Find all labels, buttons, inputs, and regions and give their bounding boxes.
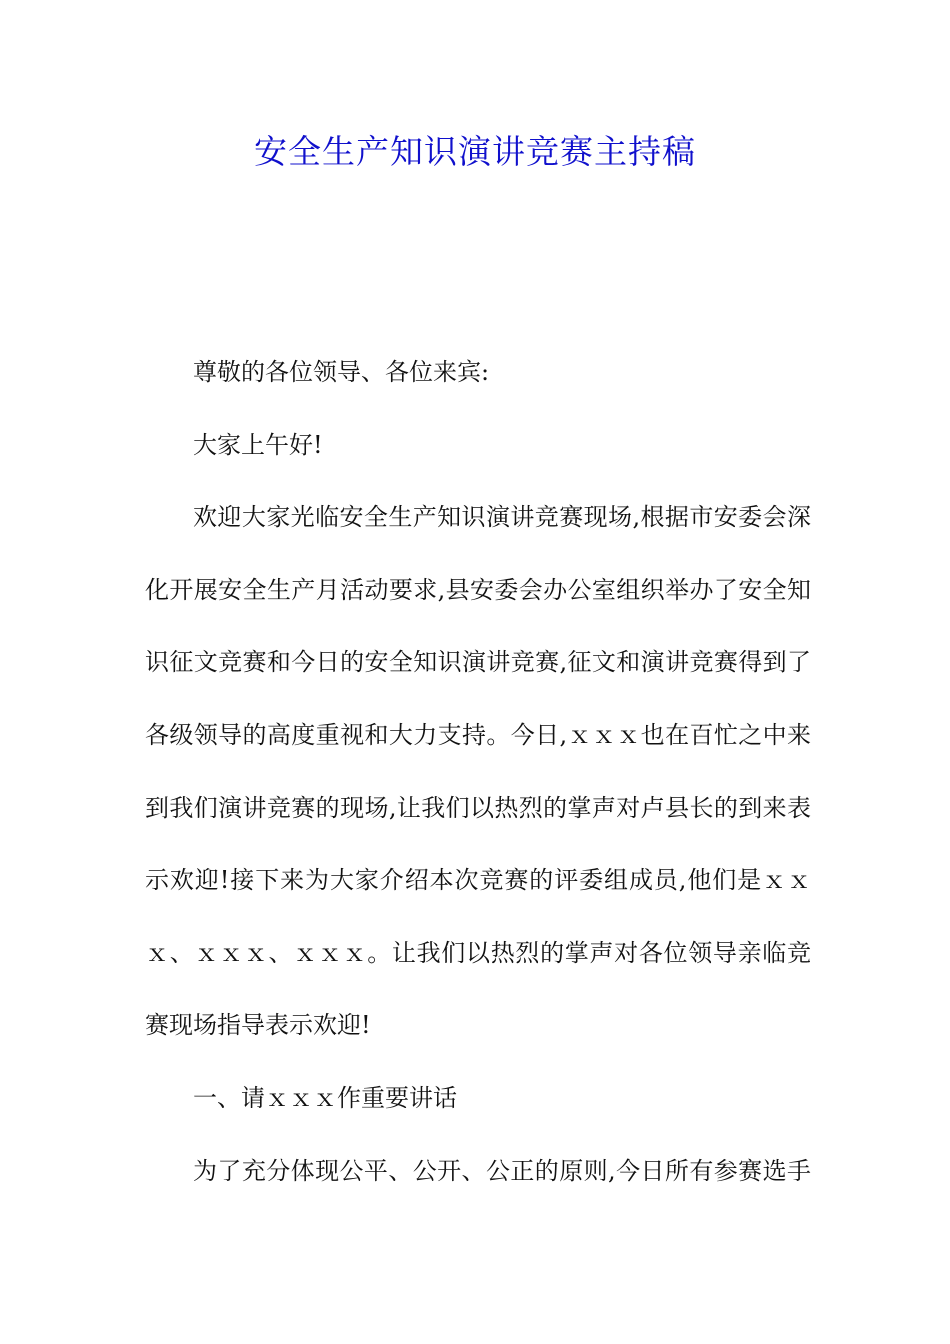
greeting-paragraph: 大家上午好! [193,430,323,459]
document-title: 安全生产知识演讲竞赛主持稿 [254,132,696,171]
section-heading-paragraph: 一、请ｘｘｘ作重要讲话 [193,1083,457,1112]
document-body [145,336,811,1207]
welcome-paragraph: 欢迎大家光临安全生产知识演讲竞赛现场,根据市安委会深化开展安全生产月活动要求,县安委会办公室组织举办了安全知识征文竞赛和今日的安全知识演讲竞赛,征文和演讲竞赛得到了各级领导的高度重视和大力支持。今日,ｘｘｘ也在百忙之中来到我们演讲竞赛的现场,让我们以热烈的掌声对卢县长的到来表示欢迎!接下来为大家介绍本次竞赛的评委组成员,他们是ｘｘｘ、ｘｘｘ、ｘｘｘ。让我们以热烈的掌声对各位领导亲临竞赛现场指导表示欢迎! [145,503,811,1040]
salutation-paragraph: 尊敬的各位领导、各位来宾: [193,358,490,386]
fairness-paragraph: 为了充分体现公平、公开、公正的原则,今日所有参赛选手 [193,1156,811,1185]
